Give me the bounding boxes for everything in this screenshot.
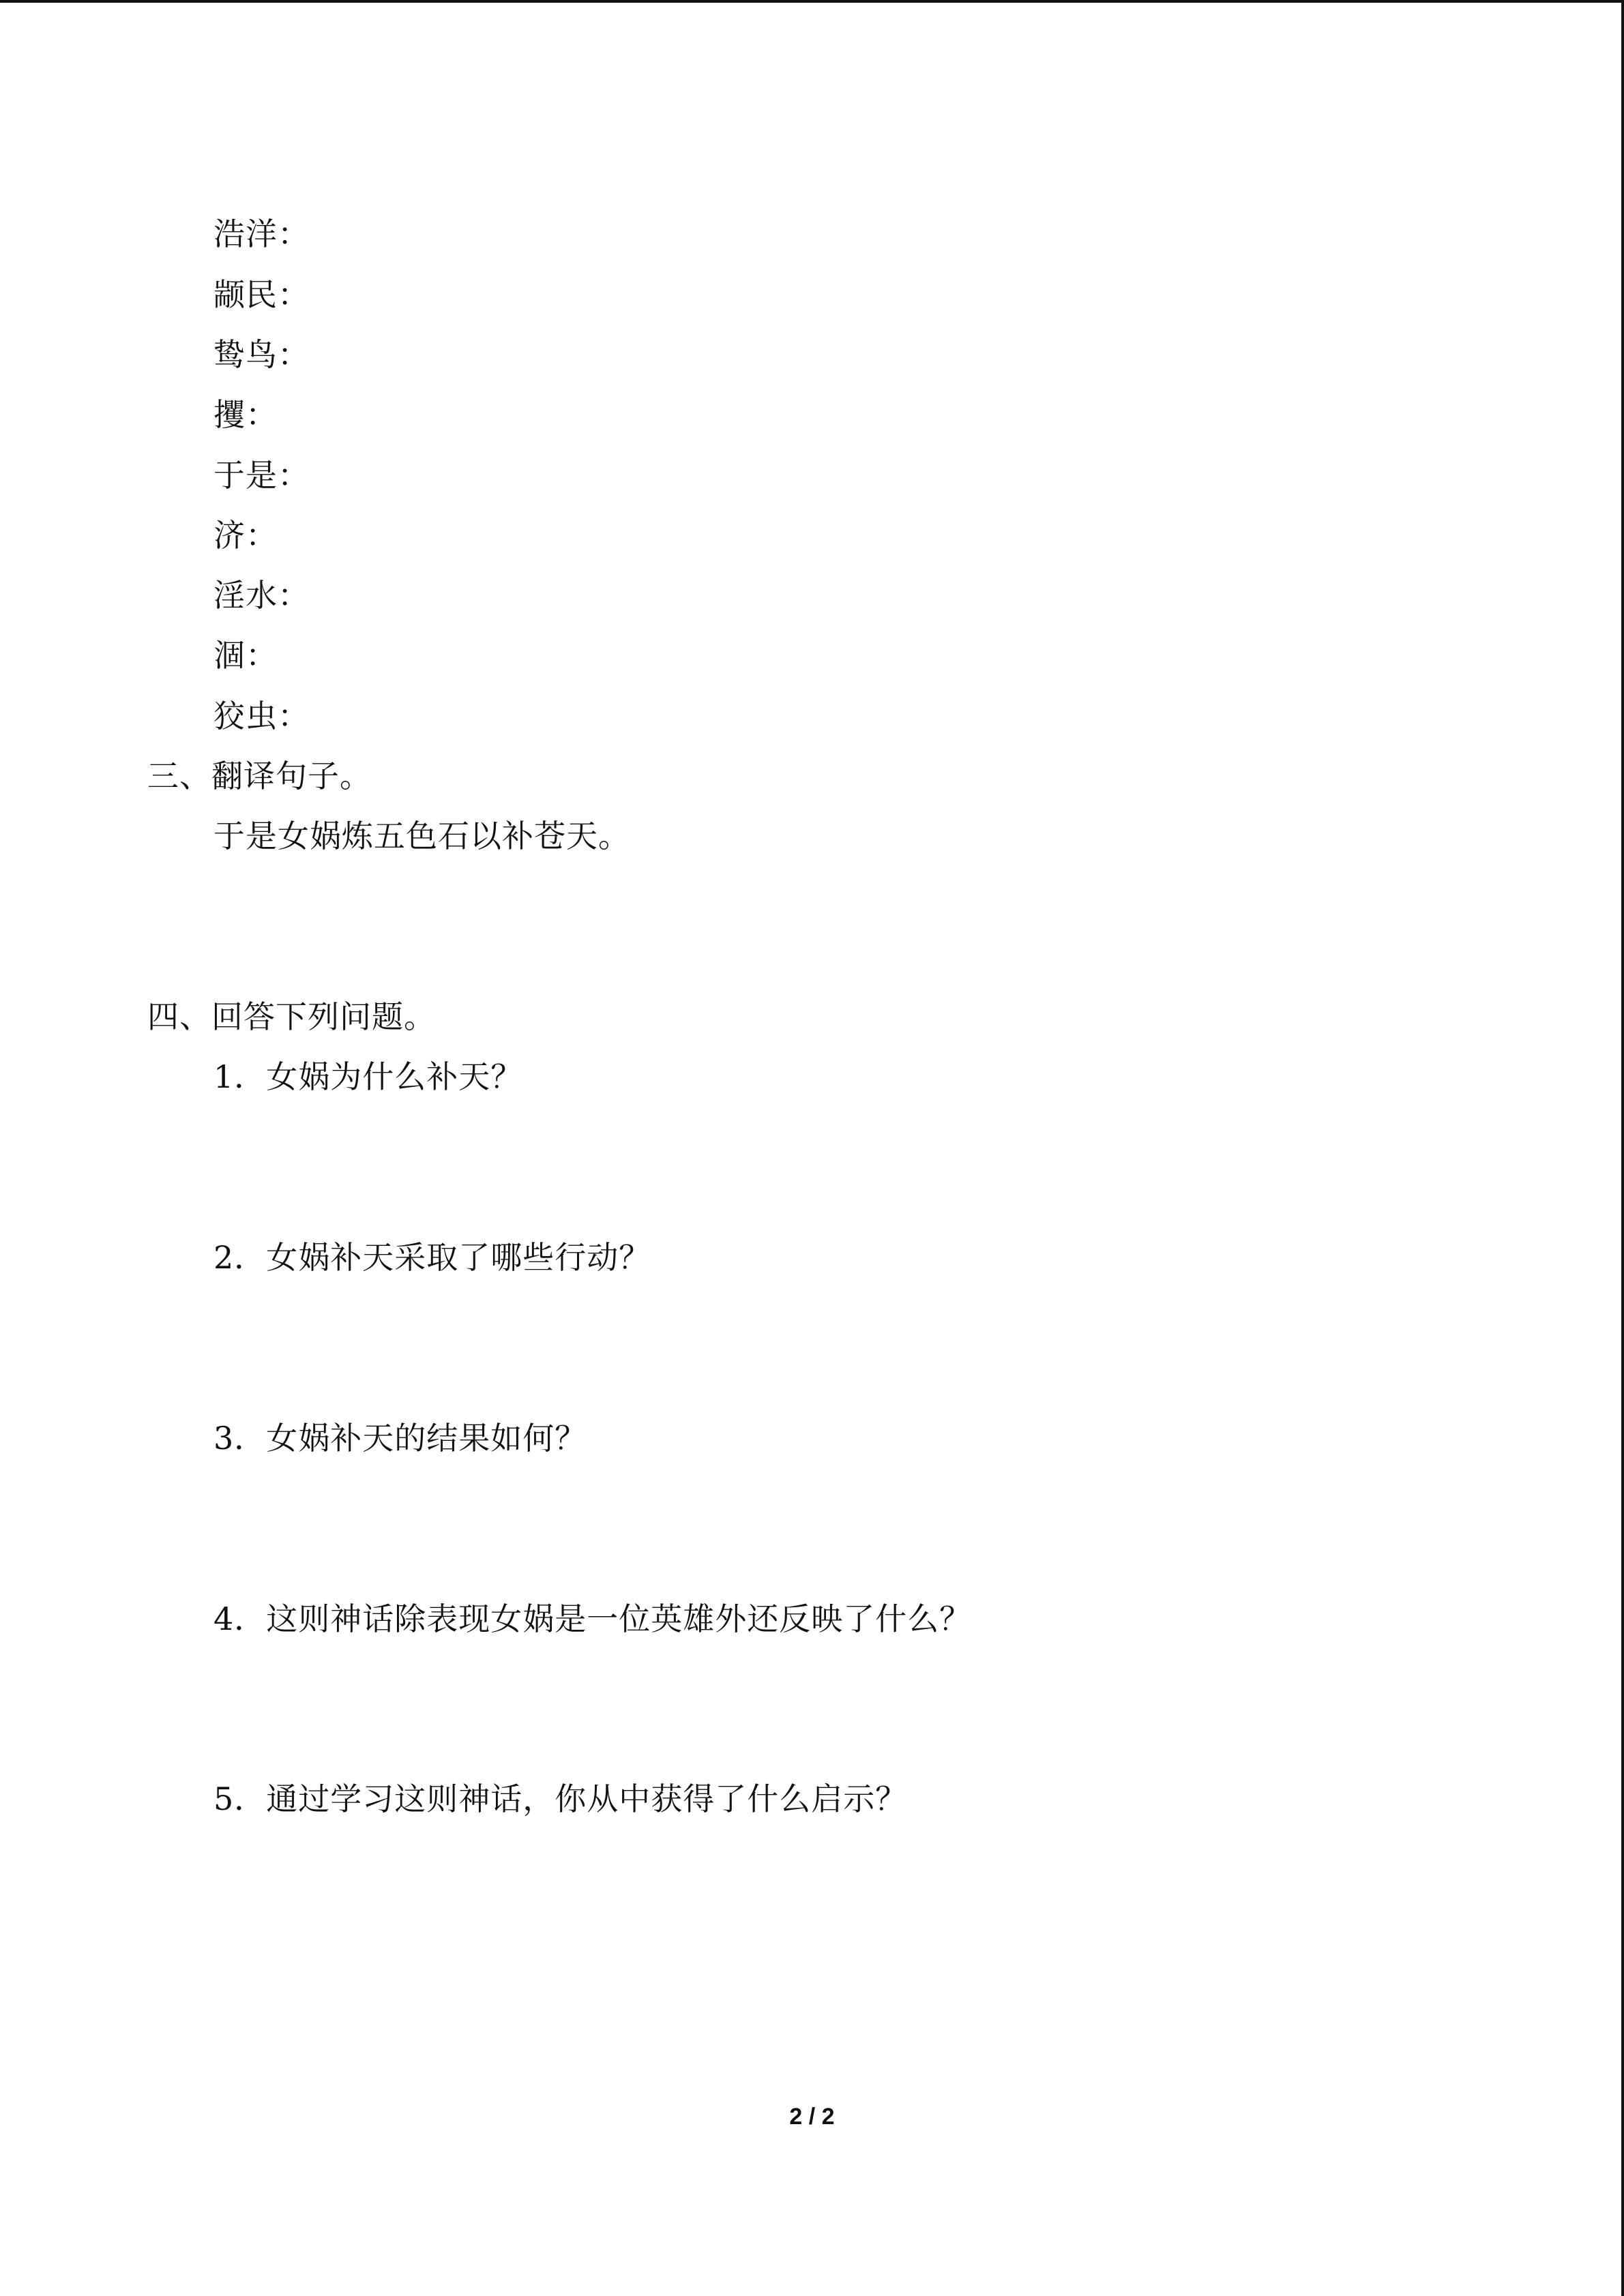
question-1: 1．女娲为什么补天？ <box>213 1058 523 1095</box>
section-3-heading: 三、翻译句子。 <box>147 758 372 794</box>
question-3: 3．女娲补天的结果如何？ <box>213 1420 587 1457</box>
vocab-item-jue: 攫： <box>213 396 278 433</box>
vocab-item-he: 涸： <box>213 637 278 674</box>
vocab-item-ji: 济： <box>213 517 278 554</box>
right-border-line <box>1621 0 1624 2296</box>
page-number: 2 / 2 <box>789 2104 835 2130</box>
vocab-item-haoyang: 浩洋： <box>213 215 310 252</box>
translate-sentence: 于是女娲炼五色石以补苍天。 <box>213 818 630 854</box>
question-5: 5．通过学习这则神话，你从中获得了什么启示？ <box>213 1780 908 1817</box>
section-4-heading: 四、回答下列问题。 <box>147 998 436 1035</box>
question-2: 2．女娲补天采取了哪些行动？ <box>213 1239 651 1276</box>
vocab-item-yinshui: 淫水： <box>213 577 310 614</box>
vocab-item-zhiniao: 鸷鸟： <box>213 336 310 373</box>
top-border-line <box>0 0 1624 3</box>
vocab-item-zhuanmin: 颛民： <box>213 276 310 313</box>
vocab-item-jiaochong: 狡虫： <box>213 698 310 734</box>
vocab-item-yushi: 于是： <box>213 457 310 494</box>
question-4: 4．这则神话除表现女娲是一位英雄外还反映了什么？ <box>213 1600 972 1637</box>
